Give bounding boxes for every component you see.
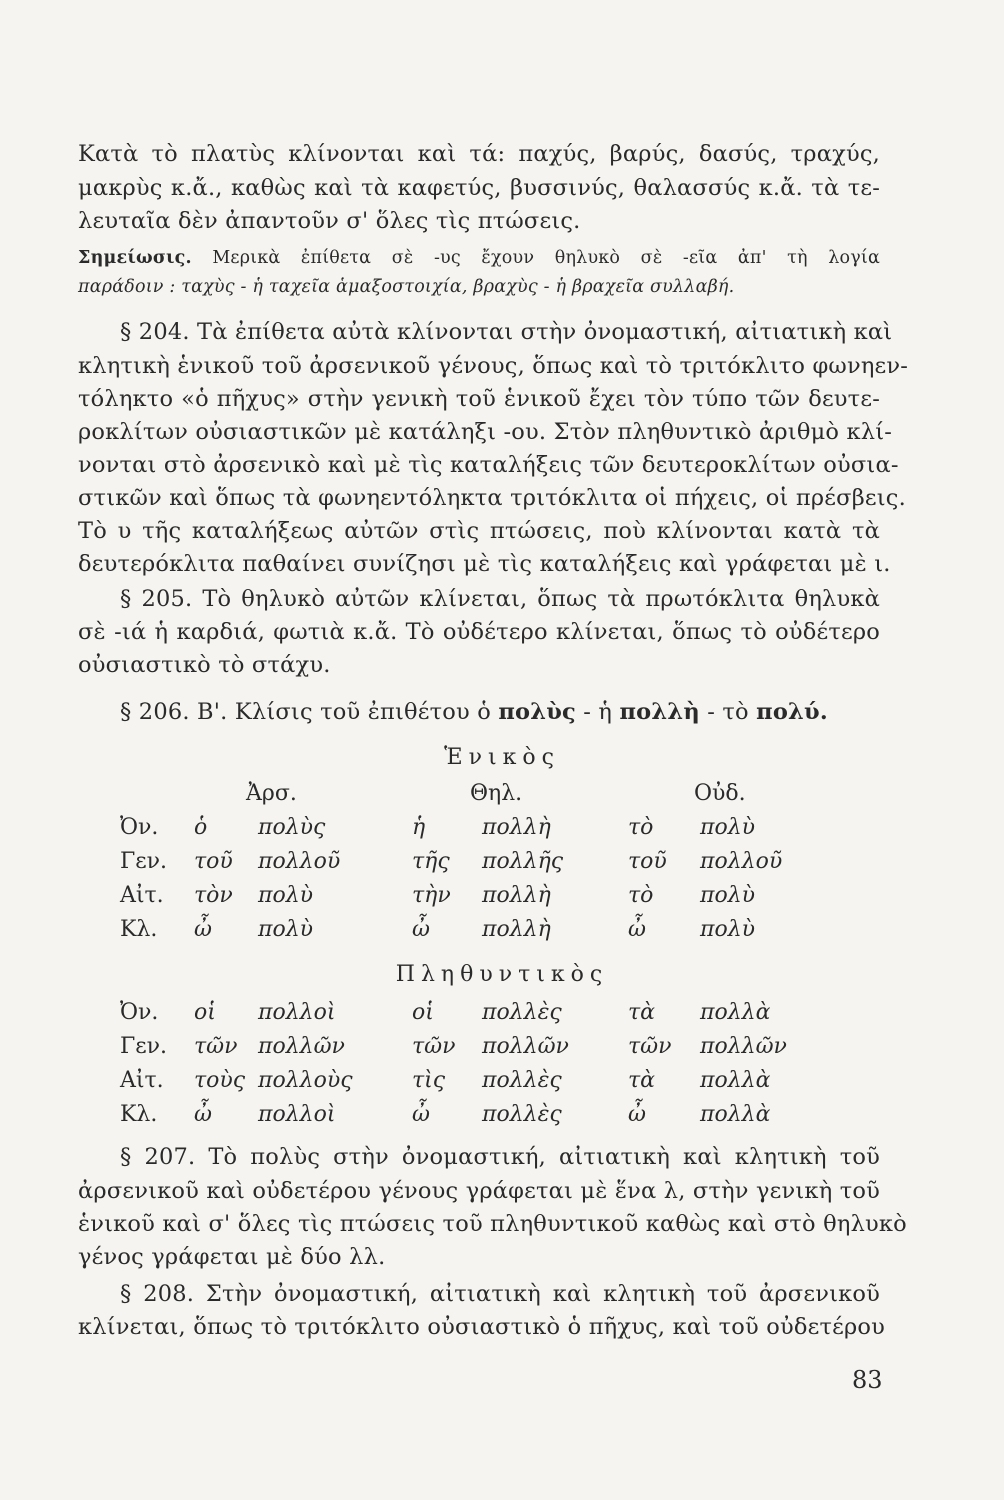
table-cell: πολὺ — [700, 815, 756, 840]
text-line: μακρὺς κ.ἄ., καθὼς καὶ τὰ καφετύς, βυσσινύς, θαλασσύς κ.ἄ. τὰ τε- — [78, 175, 880, 201]
case-label: Κλ. — [120, 917, 158, 942]
case-label: Γεν. — [120, 1034, 168, 1059]
table-cell: ὁ — [194, 815, 208, 840]
text-line: κλητικὴ ἑνικοῦ τοῦ ἀρσενικοῦ γένους, ὅπως καὶ τὸ τριτόκλιτο φωνηεν- — [78, 353, 909, 379]
heading-word: πολύ. — [756, 699, 828, 725]
gender-label: Οὐδ. — [694, 781, 746, 806]
note-line: παράδοιν : ταχὺς - ἡ ταχεῖα ἁμαξοστοιχία, βραχὺς - ἡ βραχεῖα συλλαβή. — [78, 277, 735, 297]
section-204-line: § 204. Τὰ ἐπίθετα αὐτὰ κλίνονται στὴν ὀνομαστική, αἰτιατικὴ καὶ — [120, 319, 893, 345]
singular-heading: Ἑνικὸς — [444, 745, 560, 770]
text-line: λευταῖα δὲν ἀπαντοῦν σ' ὅλες τὶς πτώσεις. — [78, 208, 581, 234]
case-label: Ὀν. — [120, 1000, 159, 1025]
heading-dash: - τὸ — [707, 699, 749, 725]
section-207-line: § 207. Τὸ πολὺς στὴν ὀνομαστική, αἰτιατικὴ καὶ κλητικὴ τοῦ — [120, 1144, 880, 1170]
table-cell: πολλὴ — [482, 917, 551, 942]
text-line: σὲ -ιά ἡ καρδιά, φωτιὰ κ.ἄ. Τὸ οὐδέτερο κλίνεται, ὅπως τὸ οὐδέτερο — [78, 619, 880, 645]
table-cell: τῆς — [412, 849, 450, 874]
table-cell: πολλοὶ — [258, 1102, 336, 1127]
table-cell: πολλοὺς — [258, 1068, 353, 1093]
section-208-line: § 208. Στὴν ὀνομαστική, αἰτιατικὴ καὶ κλητικὴ τοῦ ἀρσενικοῦ — [120, 1281, 880, 1307]
note-text: Μερικὰ ἐπίθετα σὲ -υς ἔχουν θηλυκὸ σὲ -εῖα ἀπ' τὴ λογία — [212, 248, 880, 268]
table-cell: πολὺ — [700, 917, 756, 942]
note-line — [78, 250, 880, 268]
heading-word: πολὺς — [498, 699, 576, 725]
table-cell: πολὺ — [258, 917, 314, 942]
table-cell: πολλὴ — [482, 815, 551, 840]
table-cell: πολλὰ — [700, 1000, 771, 1025]
text-line: Κατὰ τὸ πλατὺς κλίνονται καὶ τά: παχύς, βαρύς, δασύς, τραχύς, — [78, 141, 880, 167]
table-cell: πολὺς — [258, 815, 326, 840]
table-cell: τὸ — [628, 815, 654, 840]
table-cell: ὦ — [628, 1102, 646, 1127]
table-cell: τὸ — [628, 883, 654, 908]
table-cell: τὸν — [194, 883, 233, 908]
table-cell: πολὺ — [258, 883, 314, 908]
table-cell: πολλὲς — [482, 1102, 562, 1127]
table-cell: πολλοῦ — [700, 849, 783, 874]
table-cell: τῶν — [194, 1034, 238, 1059]
text-line: δευτερόκλιτα παθαίνει συνίζησι μὲ τὶς καταλήξεις καὶ γράφεται μὲ ι. — [78, 551, 891, 577]
table-cell: πολλὰ — [700, 1068, 771, 1093]
table-cell: πολλῶν — [482, 1034, 569, 1059]
table-cell: τοῦ — [194, 849, 233, 874]
text-line: ἑνικοῦ καὶ σ' ὅλες τὶς πτώσεις τοῦ πληθυντικοῦ καθὼς καὶ στὸ θηλυκὸ — [78, 1211, 907, 1237]
table-cell: οἱ — [194, 1000, 216, 1025]
table-cell: πολλοῦ — [258, 849, 341, 874]
text-line: νονται στὸ ἀρσενικὸ καὶ μὲ τὶς καταλήξεις τῶν δευτεροκλίτων οὐσια- — [78, 452, 899, 478]
table-cell: οἱ — [412, 1000, 434, 1025]
text-line: ροκλίτων οὐσιαστικῶν μὲ κατάληξι -ου. Στὸν πληθυντικὸ ἀριθμὸ κλί- — [78, 419, 893, 445]
table-cell: πολλῆς — [482, 849, 564, 874]
case-label: Κλ. — [120, 1102, 158, 1127]
gender-label: Ἀρσ. — [246, 781, 297, 806]
text-line: τόληκτο «ὁ πῆχυς» στὴν γενικὴ τοῦ ἑνικοῦ ἔχει τὸν τύπο τῶν δευτε- — [78, 386, 880, 412]
case-label: Αἰτ. — [120, 1068, 164, 1093]
case-label: Γεν. — [120, 849, 168, 874]
table-cell: τὰ — [628, 1000, 656, 1025]
gender-label: Θηλ. — [470, 781, 523, 806]
text-line: οὐσιαστικὸ τὸ στάχυ. — [78, 652, 331, 678]
table-cell: ὦ — [628, 917, 646, 942]
table-cell: ὦ — [412, 917, 430, 942]
section-205-line: § 205. Τὸ θηλυκὸ αὐτῶν κλίνεται, ὅπως τὰ πρωτόκλιτα θηλυκὰ — [120, 586, 880, 612]
text-line: ἀρσενικοῦ καὶ οὐδετέρου γένους γράφεται μὲ ἕνα λ, στὴν γενικὴ τοῦ — [78, 1178, 880, 1204]
case-label: Αἰτ. — [120, 883, 164, 908]
table-cell: τὰ — [628, 1068, 656, 1093]
section-206-heading — [120, 701, 880, 724]
table-cell: πολλὲς — [482, 1068, 562, 1093]
text-line: Τὸ υ τῆς καταλήξεως αὐτῶν στὶς πτώσεις, ποὺ κλίνονται κατὰ τὰ — [78, 518, 880, 544]
table-cell: πολλῶν — [700, 1034, 787, 1059]
table-cell: πολλὲς — [482, 1000, 562, 1025]
heading-prefix: § 206. Β'. Κλίσις τοῦ ἐπιθέτου ὁ — [120, 699, 491, 725]
text-line: κλίνεται, ὅπως τὸ τριτόκλιτο οὐσιαστικὸ ὁ πῆχυς, καὶ τοῦ οὐδετέρου — [78, 1314, 886, 1340]
table-cell: τῶν — [628, 1034, 672, 1059]
heading-word: πολλὴ — [619, 699, 700, 725]
text-line: γένος γράφεται μὲ δύο λλ. — [78, 1244, 386, 1270]
table-cell: ὦ — [194, 917, 212, 942]
table-cell: τοῦ — [628, 849, 667, 874]
table-cell: τοὺς — [194, 1068, 246, 1093]
text-line: στικῶν καὶ ὅπως τὰ φωνηεντόληκτα τριτόκλιτα οἱ πήχεις, οἱ πρέσβεις. — [78, 485, 906, 511]
table-cell: τῶν — [412, 1034, 456, 1059]
note-label: Σημείωσις. — [78, 248, 192, 268]
table-cell: ὦ — [412, 1102, 430, 1127]
table-cell: πολὺ — [700, 883, 756, 908]
table-cell: τὶς — [412, 1068, 446, 1093]
table-cell: πολλὴ — [482, 883, 551, 908]
table-cell: ἡ — [412, 815, 426, 840]
heading-dash: - ἡ — [583, 699, 613, 725]
table-cell: πολλὰ — [700, 1102, 771, 1127]
plural-heading: Πληθυντικὸς — [395, 962, 609, 987]
table-cell: πολλοὶ — [258, 1000, 336, 1025]
table-cell: τὴν — [412, 883, 451, 908]
case-label: Ὀν. — [120, 815, 159, 840]
page-number: 83 — [852, 1366, 883, 1394]
table-cell: ὦ — [194, 1102, 212, 1127]
table-cell: πολλῶν — [258, 1034, 345, 1059]
